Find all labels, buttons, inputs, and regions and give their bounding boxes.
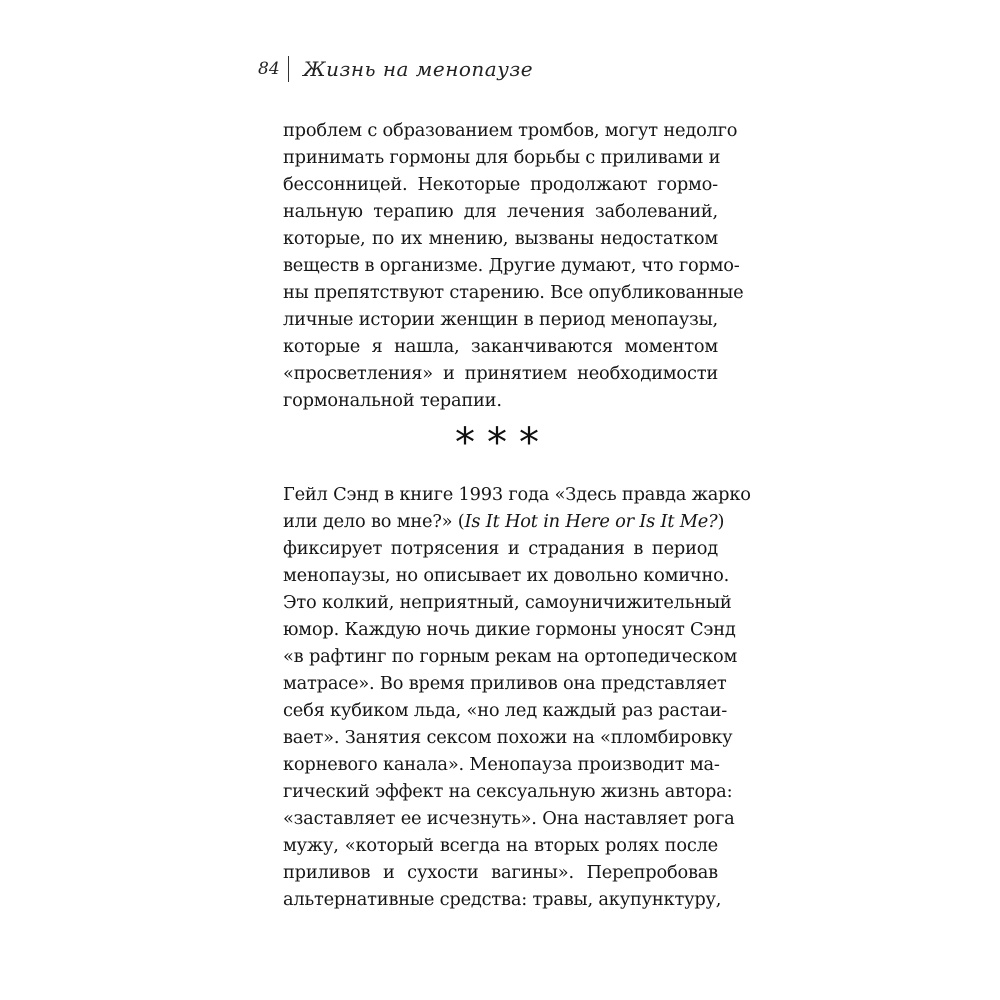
- text-line: «в рафтинг по горным рекам на ортопедическом: [283, 646, 738, 667]
- running-title: Жизнь на менопаузе: [303, 57, 534, 81]
- asterisk-icon: *: [487, 420, 519, 466]
- text-line: юмор. Каждую ночь дикие гормоны уносят Сэнд: [283, 619, 736, 640]
- asterisk-icon: *: [455, 420, 487, 466]
- text-line: менопаузы, но описывает их довольно комично.: [283, 565, 730, 586]
- paragraph-2: [283, 481, 751, 913]
- text-line: ны препятствуют старению. Все опубликованные: [283, 282, 744, 303]
- header-divider: [288, 56, 290, 82]
- book-title-original: Is It Hot in Here or Is It Me?: [464, 511, 718, 532]
- text-line: фиксирует потрясения и страдания в период: [283, 538, 718, 559]
- scene-break: [455, 420, 551, 466]
- page-number: 84: [258, 59, 280, 79]
- text-line: себя кубиком льда, «но лед каждый раз растаи-: [283, 700, 728, 721]
- asterisk-icon: *: [519, 420, 551, 466]
- text-line: [283, 508, 725, 535]
- text-line: матрасе». Во время приливов она представляет: [283, 673, 727, 694]
- text-line: «заставляет ее исчезнуть». Она наставляет рога: [283, 808, 735, 829]
- text-line: вает». Занятия сексом похожи на «пломбировку: [283, 727, 733, 748]
- text-line: нальную терапию для лечения заболеваний,: [283, 201, 718, 222]
- text-line: гормональной терапии.: [283, 390, 502, 411]
- running-head: [258, 56, 533, 82]
- text-line: приливов и сухости вагины». Перепробовав: [283, 862, 718, 883]
- text-segment: или дело во мне?» (: [283, 511, 465, 532]
- paragraph-1: [283, 117, 744, 414]
- text-line: альтернативные средства: травы, акупунктуру,: [283, 889, 722, 910]
- text-line: принимать гормоны для борьбы с приливами и: [283, 147, 721, 168]
- text-line: которые я нашла, заканчиваются моментом: [283, 336, 718, 357]
- text-line: корневого канала». Менопауза производит ма-: [283, 754, 720, 775]
- text-segment: ): [717, 511, 725, 532]
- text-line: проблем с образованием тромбов, могут недолго: [283, 120, 738, 141]
- text-line: веществ в организме. Другие думают, что гормо-: [283, 255, 740, 276]
- text-line: Это колкий, неприятный, самоуничижительный: [283, 592, 732, 613]
- text-line: Гейл Сэнд в книге 1993 года «Здесь правда жарко: [283, 484, 751, 505]
- text-line: которые, по их мнению, вызваны недостатком: [283, 228, 718, 249]
- text-line: гический эффект на сексуальную жизнь автора:: [283, 781, 733, 802]
- text-line: «просветления» и принятием необходимости: [283, 363, 718, 384]
- text-line: мужу, «который всегда на вторых ролях после: [283, 835, 718, 856]
- text-line: личные истории женщин в период менопаузы,: [283, 309, 718, 330]
- text-line: бессонницей. Некоторые продолжают гормо-: [283, 174, 718, 195]
